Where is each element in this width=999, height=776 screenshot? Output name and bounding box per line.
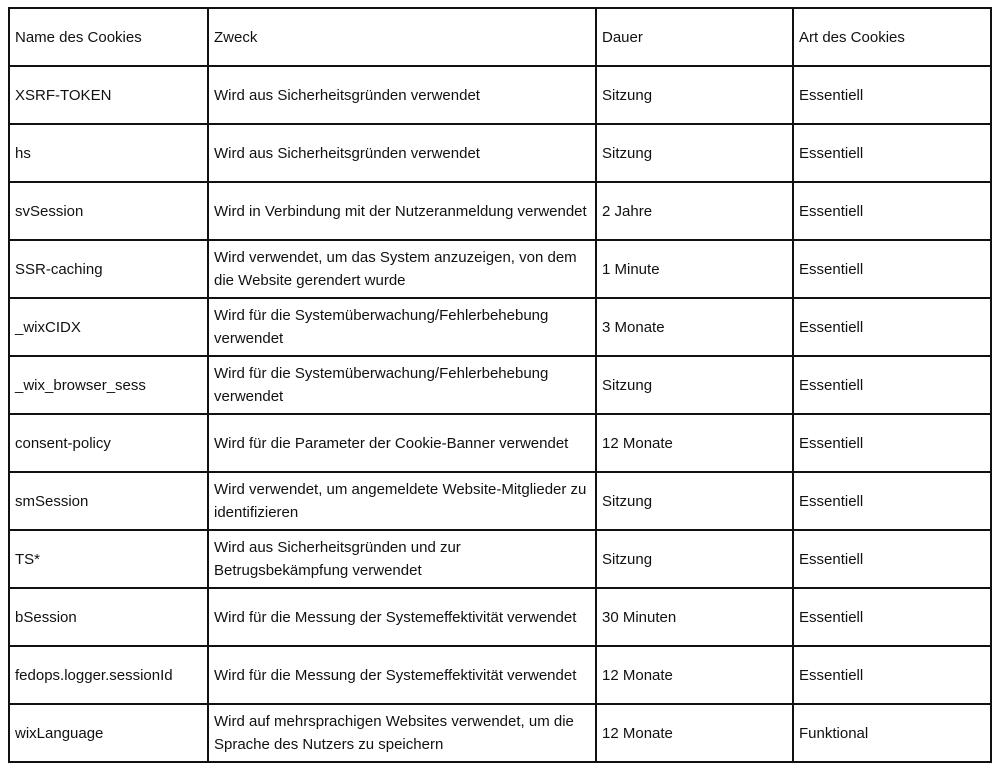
- cell-duration: Sitzung: [596, 66, 793, 124]
- cell-duration: 12 Monate: [596, 414, 793, 472]
- cell-cookie-type: Funktional: [793, 704, 991, 762]
- cell-purpose: Wird für die Messung der Systemeffektivität verwendet: [208, 588, 596, 646]
- cookie-table: [8, 7, 992, 763]
- table-header-row: [9, 8, 991, 66]
- cell-purpose: Wird aus Sicherheitsgründen verwendet: [208, 124, 596, 182]
- cell-purpose: Wird aus Sicherheitsgründen und zur Betrugsbekämpfung verwendet: [208, 530, 596, 588]
- cell-cookie-type: Essentiell: [793, 66, 991, 124]
- cell-purpose: Wird für die Messung der Systemeffektivität verwendet: [208, 646, 596, 704]
- cell-cookie-type: Essentiell: [793, 298, 991, 356]
- cell-cookie-type: Essentiell: [793, 356, 991, 414]
- cell-cookie-type: Essentiell: [793, 414, 991, 472]
- cell-cookie-name: wixLanguage: [9, 704, 208, 762]
- cell-duration: 1 Minute: [596, 240, 793, 298]
- cell-cookie-type: Essentiell: [793, 588, 991, 646]
- cell-cookie-name: smSession: [9, 472, 208, 530]
- cell-purpose: Wird für die Systemüberwachung/Fehlerbehebung verwendet: [208, 356, 596, 414]
- table-row: [9, 240, 991, 298]
- table-row: [9, 124, 991, 182]
- table-row: [9, 182, 991, 240]
- table-row: [9, 356, 991, 414]
- cell-purpose: Wird für die Parameter der Cookie-Banner verwendet: [208, 414, 596, 472]
- cell-cookie-name: consent-policy: [9, 414, 208, 472]
- cell-cookie-name: _wix_browser_sess: [9, 356, 208, 414]
- cell-cookie-name: TS*: [9, 530, 208, 588]
- cell-duration: 2 Jahre: [596, 182, 793, 240]
- table-row: [9, 530, 991, 588]
- table-row: [9, 414, 991, 472]
- cell-duration: Sitzung: [596, 472, 793, 530]
- cell-cookie-name: fedops.logger.sessionId: [9, 646, 208, 704]
- cell-purpose: Wird in Verbindung mit der Nutzeranmeldung verwendet: [208, 182, 596, 240]
- cell-cookie-type: Essentiell: [793, 646, 991, 704]
- cell-cookie-type: Essentiell: [793, 530, 991, 588]
- cell-purpose: Wird verwendet, um das System anzuzeigen, von dem die Website gerendert wurde: [208, 240, 596, 298]
- cell-cookie-type: Essentiell: [793, 124, 991, 182]
- table-body: [9, 66, 991, 762]
- table-row: [9, 588, 991, 646]
- table-row: [9, 704, 991, 762]
- cell-cookie-type: Essentiell: [793, 182, 991, 240]
- header-duration: Dauer: [596, 8, 793, 66]
- cell-duration: Sitzung: [596, 530, 793, 588]
- cell-purpose: Wird verwendet, um angemeldete Website-Mitglieder zu identifizieren: [208, 472, 596, 530]
- cell-duration: 12 Monate: [596, 704, 793, 762]
- header-purpose: Zweck: [208, 8, 596, 66]
- cell-duration: 3 Monate: [596, 298, 793, 356]
- header-cookie-type: Art des Cookies: [793, 8, 991, 66]
- cell-cookie-name: _wixCIDX: [9, 298, 208, 356]
- cell-cookie-type: Essentiell: [793, 472, 991, 530]
- cell-cookie-type: Essentiell: [793, 240, 991, 298]
- cell-cookie-name: hs: [9, 124, 208, 182]
- cell-duration: 30 Minuten: [596, 588, 793, 646]
- cell-duration: Sitzung: [596, 124, 793, 182]
- table-row: [9, 646, 991, 704]
- cell-cookie-name: svSession: [9, 182, 208, 240]
- cell-duration: 12 Monate: [596, 646, 793, 704]
- cell-cookie-name: bSession: [9, 588, 208, 646]
- cell-cookie-name: XSRF-TOKEN: [9, 66, 208, 124]
- cell-purpose: Wird für die Systemüberwachung/Fehlerbehebung verwendet: [208, 298, 596, 356]
- table-row: [9, 472, 991, 530]
- cell-purpose: Wird aus Sicherheitsgründen verwendet: [208, 66, 596, 124]
- cell-duration: Sitzung: [596, 356, 793, 414]
- table-row: [9, 298, 991, 356]
- cell-cookie-name: SSR-caching: [9, 240, 208, 298]
- cell-purpose: Wird auf mehrsprachigen Websites verwendet, um die Sprache des Nutzers zu speichern: [208, 704, 596, 762]
- table-row: [9, 66, 991, 124]
- header-cookie-name: Name des Cookies: [9, 8, 208, 66]
